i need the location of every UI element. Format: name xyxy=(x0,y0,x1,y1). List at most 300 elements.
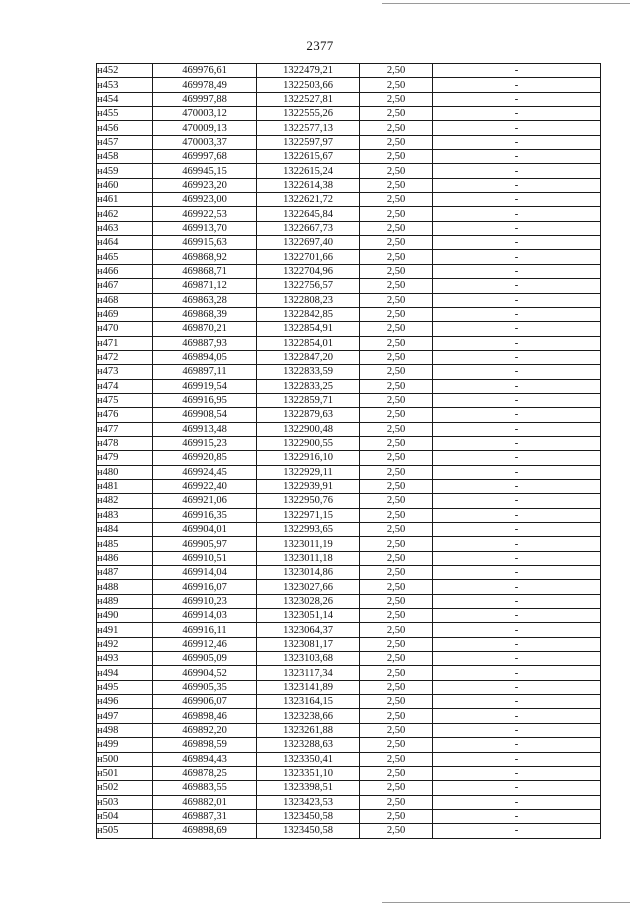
table-row xyxy=(97,365,601,379)
x-coordinate-cell: 469922,40 xyxy=(153,479,257,493)
accuracy-cell: 2,50 xyxy=(360,738,433,752)
table-row xyxy=(97,479,601,493)
point-id-cell: н498 xyxy=(97,723,153,737)
accuracy-cell: 2,50 xyxy=(360,322,433,336)
point-id-cell: н501 xyxy=(97,766,153,780)
point-id-cell: н463 xyxy=(97,221,153,235)
accuracy-cell: 2,50 xyxy=(360,609,433,623)
point-id-cell: н475 xyxy=(97,393,153,407)
point-id-cell: н455 xyxy=(97,107,153,121)
table-row xyxy=(97,709,601,723)
y-coordinate-cell: 1322527,81 xyxy=(257,92,360,106)
note-cell: - xyxy=(433,422,601,436)
y-coordinate-cell: 1323288,63 xyxy=(257,738,360,752)
note-cell: - xyxy=(433,695,601,709)
table-row xyxy=(97,107,601,121)
x-coordinate-cell: 469868,92 xyxy=(153,250,257,264)
accuracy-cell: 2,50 xyxy=(360,666,433,680)
accuracy-cell: 2,50 xyxy=(360,795,433,809)
accuracy-cell: 2,50 xyxy=(360,264,433,278)
accuracy-cell: 2,50 xyxy=(360,236,433,250)
point-id-cell: н487 xyxy=(97,566,153,580)
point-id-cell: н486 xyxy=(97,551,153,565)
accuracy-cell: 2,50 xyxy=(360,408,433,422)
y-coordinate-cell: 1323141,89 xyxy=(257,680,360,694)
point-id-cell: н461 xyxy=(97,193,153,207)
y-coordinate-cell: 1323450,58 xyxy=(257,809,360,823)
table-row xyxy=(97,824,601,838)
table-row xyxy=(97,408,601,422)
x-coordinate-cell: 469914,03 xyxy=(153,609,257,623)
x-coordinate-cell: 469910,51 xyxy=(153,551,257,565)
table-row xyxy=(97,666,601,680)
accuracy-cell: 2,50 xyxy=(360,709,433,723)
y-coordinate-cell: 1323164,15 xyxy=(257,695,360,709)
point-id-cell: н470 xyxy=(97,322,153,336)
y-coordinate-cell: 1322833,59 xyxy=(257,365,360,379)
note-cell: - xyxy=(433,551,601,565)
note-cell: - xyxy=(433,451,601,465)
y-coordinate-cell: 1323027,66 xyxy=(257,580,360,594)
accuracy-cell: 2,50 xyxy=(360,178,433,192)
x-coordinate-cell: 469904,52 xyxy=(153,666,257,680)
table-row xyxy=(97,92,601,106)
x-coordinate-cell: 469892,20 xyxy=(153,723,257,737)
y-coordinate-cell: 1322615,24 xyxy=(257,164,360,178)
table-row xyxy=(97,350,601,364)
point-id-cell: н477 xyxy=(97,422,153,436)
note-cell: - xyxy=(433,279,601,293)
x-coordinate-cell: 469912,46 xyxy=(153,637,257,651)
point-id-cell: н467 xyxy=(97,279,153,293)
table-row xyxy=(97,566,601,580)
table-row xyxy=(97,766,601,780)
table-row xyxy=(97,695,601,709)
table-row xyxy=(97,508,601,522)
point-id-cell: н489 xyxy=(97,594,153,608)
table-row xyxy=(97,537,601,551)
y-coordinate-cell: 1322916,10 xyxy=(257,451,360,465)
accuracy-cell: 2,50 xyxy=(360,723,433,737)
table-row xyxy=(97,64,601,78)
note-cell: - xyxy=(433,652,601,666)
x-coordinate-cell: 469897,11 xyxy=(153,365,257,379)
x-coordinate-cell: 469863,28 xyxy=(153,293,257,307)
note-cell: - xyxy=(433,566,601,580)
y-coordinate-cell: 1322833,25 xyxy=(257,379,360,393)
point-id-cell: н492 xyxy=(97,637,153,651)
point-id-cell: н478 xyxy=(97,436,153,450)
coordinates-table-body xyxy=(97,64,601,839)
y-coordinate-cell: 1322842,85 xyxy=(257,307,360,321)
accuracy-cell: 2,50 xyxy=(360,580,433,594)
table-row xyxy=(97,795,601,809)
x-coordinate-cell: 469870,21 xyxy=(153,322,257,336)
x-coordinate-cell: 469882,01 xyxy=(153,795,257,809)
accuracy-cell: 2,50 xyxy=(360,637,433,651)
note-cell: - xyxy=(433,824,601,838)
y-coordinate-cell: 1323398,51 xyxy=(257,781,360,795)
x-coordinate-cell: 469924,45 xyxy=(153,465,257,479)
table-row xyxy=(97,422,601,436)
y-coordinate-cell: 1323064,37 xyxy=(257,623,360,637)
y-coordinate-cell: 1323351,10 xyxy=(257,766,360,780)
accuracy-cell: 2,50 xyxy=(360,379,433,393)
y-coordinate-cell: 1323011,19 xyxy=(257,537,360,551)
accuracy-cell: 2,50 xyxy=(360,250,433,264)
table-row xyxy=(97,236,601,250)
point-id-cell: н464 xyxy=(97,236,153,250)
table-row xyxy=(97,680,601,694)
accuracy-cell: 2,50 xyxy=(360,422,433,436)
accuracy-cell: 2,50 xyxy=(360,135,433,149)
point-id-cell: н474 xyxy=(97,379,153,393)
x-coordinate-cell: 469919,54 xyxy=(153,379,257,393)
x-coordinate-cell: 470003,12 xyxy=(153,107,257,121)
note-cell: - xyxy=(433,207,601,221)
x-coordinate-cell: 469945,15 xyxy=(153,164,257,178)
table-row xyxy=(97,451,601,465)
point-id-cell: н453 xyxy=(97,78,153,92)
accuracy-cell: 2,50 xyxy=(360,551,433,565)
table-row xyxy=(97,580,601,594)
point-id-cell: н504 xyxy=(97,809,153,823)
accuracy-cell: 2,50 xyxy=(360,594,433,608)
table-row xyxy=(97,264,601,278)
point-id-cell: н458 xyxy=(97,150,153,164)
x-coordinate-cell: 469898,69 xyxy=(153,824,257,838)
note-cell: - xyxy=(433,379,601,393)
point-id-cell: н494 xyxy=(97,666,153,680)
point-id-cell: н471 xyxy=(97,336,153,350)
y-coordinate-cell: 1323011,18 xyxy=(257,551,360,565)
y-coordinate-cell: 1322614,38 xyxy=(257,178,360,192)
y-coordinate-cell: 1322479,21 xyxy=(257,64,360,78)
accuracy-cell: 2,50 xyxy=(360,150,433,164)
point-id-cell: н490 xyxy=(97,609,153,623)
y-coordinate-cell: 1322859,71 xyxy=(257,393,360,407)
y-coordinate-cell: 1322615,67 xyxy=(257,150,360,164)
note-cell: - xyxy=(433,494,601,508)
point-id-cell: н499 xyxy=(97,738,153,752)
point-id-cell: н466 xyxy=(97,264,153,278)
point-id-cell: н473 xyxy=(97,365,153,379)
note-cell: - xyxy=(433,723,601,737)
point-id-cell: н459 xyxy=(97,164,153,178)
table-row xyxy=(97,178,601,192)
table-row xyxy=(97,637,601,651)
x-coordinate-cell: 469915,23 xyxy=(153,436,257,450)
y-coordinate-cell: 1322621,72 xyxy=(257,193,360,207)
note-cell: - xyxy=(433,322,601,336)
table-row xyxy=(97,523,601,537)
note-cell: - xyxy=(433,178,601,192)
x-coordinate-cell: 469887,31 xyxy=(153,809,257,823)
table-row xyxy=(97,135,601,149)
point-id-cell: н462 xyxy=(97,207,153,221)
note-cell: - xyxy=(433,293,601,307)
y-coordinate-cell: 1322597,97 xyxy=(257,135,360,149)
point-id-cell: н493 xyxy=(97,652,153,666)
x-coordinate-cell: 469894,43 xyxy=(153,752,257,766)
accuracy-cell: 2,50 xyxy=(360,623,433,637)
accuracy-cell: 2,50 xyxy=(360,465,433,479)
accuracy-cell: 2,50 xyxy=(360,523,433,537)
note-cell: - xyxy=(433,64,601,78)
page-number: 2377 xyxy=(306,38,334,53)
point-id-cell: н484 xyxy=(97,523,153,537)
top-divider xyxy=(382,3,630,4)
x-coordinate-cell: 469978,49 xyxy=(153,78,257,92)
note-cell: - xyxy=(433,107,601,121)
table-row xyxy=(97,494,601,508)
point-id-cell: н481 xyxy=(97,479,153,493)
note-cell: - xyxy=(433,809,601,823)
point-id-cell: н472 xyxy=(97,350,153,364)
table-row xyxy=(97,307,601,321)
point-id-cell: н465 xyxy=(97,250,153,264)
note-cell: - xyxy=(433,250,601,264)
x-coordinate-cell: 469883,55 xyxy=(153,781,257,795)
y-coordinate-cell: 1322808,23 xyxy=(257,293,360,307)
table-row xyxy=(97,436,601,450)
x-coordinate-cell: 469906,07 xyxy=(153,695,257,709)
point-id-cell: н452 xyxy=(97,64,153,78)
table-row xyxy=(97,150,601,164)
note-cell: - xyxy=(433,523,601,537)
point-id-cell: н496 xyxy=(97,695,153,709)
y-coordinate-cell: 1322971,15 xyxy=(257,508,360,522)
y-coordinate-cell: 1322847,20 xyxy=(257,350,360,364)
x-coordinate-cell: 469905,35 xyxy=(153,680,257,694)
y-coordinate-cell: 1323117,34 xyxy=(257,666,360,680)
note-cell: - xyxy=(433,609,601,623)
table-row xyxy=(97,551,601,565)
point-id-cell: н497 xyxy=(97,709,153,723)
point-id-cell: н485 xyxy=(97,537,153,551)
y-coordinate-cell: 1322667,73 xyxy=(257,221,360,235)
x-coordinate-cell: 469868,39 xyxy=(153,307,257,321)
table-row xyxy=(97,609,601,623)
point-id-cell: н482 xyxy=(97,494,153,508)
table-row xyxy=(97,393,601,407)
table-row xyxy=(97,279,601,293)
y-coordinate-cell: 1322577,13 xyxy=(257,121,360,135)
note-cell: - xyxy=(433,637,601,651)
x-coordinate-cell: 469923,20 xyxy=(153,178,257,192)
y-coordinate-cell: 1323028,26 xyxy=(257,594,360,608)
table-row xyxy=(97,207,601,221)
x-coordinate-cell: 469997,88 xyxy=(153,92,257,106)
note-cell: - xyxy=(433,709,601,723)
accuracy-cell: 2,50 xyxy=(360,451,433,465)
x-coordinate-cell: 469913,70 xyxy=(153,221,257,235)
note-cell: - xyxy=(433,121,601,135)
x-coordinate-cell: 469898,59 xyxy=(153,738,257,752)
note-cell: - xyxy=(433,752,601,766)
y-coordinate-cell: 1322879,63 xyxy=(257,408,360,422)
y-coordinate-cell: 1322939,91 xyxy=(257,479,360,493)
accuracy-cell: 2,50 xyxy=(360,107,433,121)
y-coordinate-cell: 1323450,58 xyxy=(257,824,360,838)
point-id-cell: н483 xyxy=(97,508,153,522)
y-coordinate-cell: 1322900,48 xyxy=(257,422,360,436)
y-coordinate-cell: 1322645,84 xyxy=(257,207,360,221)
x-coordinate-cell: 469910,23 xyxy=(153,594,257,608)
point-id-cell: н476 xyxy=(97,408,153,422)
table-row xyxy=(97,193,601,207)
x-coordinate-cell: 469914,04 xyxy=(153,566,257,580)
y-coordinate-cell: 1322854,01 xyxy=(257,336,360,350)
y-coordinate-cell: 1323051,14 xyxy=(257,609,360,623)
accuracy-cell: 2,50 xyxy=(360,193,433,207)
y-coordinate-cell: 1323103,68 xyxy=(257,652,360,666)
table-row xyxy=(97,322,601,336)
x-coordinate-cell: 469915,63 xyxy=(153,236,257,250)
point-id-cell: н488 xyxy=(97,580,153,594)
table-row xyxy=(97,221,601,235)
y-coordinate-cell: 1323261,88 xyxy=(257,723,360,737)
point-id-cell: н460 xyxy=(97,178,153,192)
bottom-divider xyxy=(382,902,630,903)
table-row xyxy=(97,121,601,135)
table-row xyxy=(97,293,601,307)
y-coordinate-cell: 1322929,11 xyxy=(257,465,360,479)
x-coordinate-cell: 469904,01 xyxy=(153,523,257,537)
point-id-cell: н502 xyxy=(97,781,153,795)
accuracy-cell: 2,50 xyxy=(360,537,433,551)
table-row xyxy=(97,379,601,393)
x-coordinate-cell: 469976,61 xyxy=(153,64,257,78)
point-id-cell: н479 xyxy=(97,451,153,465)
x-coordinate-cell: 469878,25 xyxy=(153,766,257,780)
x-coordinate-cell: 469923,00 xyxy=(153,193,257,207)
point-id-cell: н454 xyxy=(97,92,153,106)
x-coordinate-cell: 469916,07 xyxy=(153,580,257,594)
x-coordinate-cell: 469997,68 xyxy=(153,150,257,164)
x-coordinate-cell: 469898,46 xyxy=(153,709,257,723)
accuracy-cell: 2,50 xyxy=(360,752,433,766)
note-cell: - xyxy=(433,236,601,250)
note-cell: - xyxy=(433,623,601,637)
note-cell: - xyxy=(433,193,601,207)
note-cell: - xyxy=(433,781,601,795)
point-id-cell: н500 xyxy=(97,752,153,766)
x-coordinate-cell: 469905,09 xyxy=(153,652,257,666)
accuracy-cell: 2,50 xyxy=(360,680,433,694)
x-coordinate-cell: 469920,85 xyxy=(153,451,257,465)
y-coordinate-cell: 1323423,53 xyxy=(257,795,360,809)
accuracy-cell: 2,50 xyxy=(360,336,433,350)
note-cell: - xyxy=(433,408,601,422)
y-coordinate-cell: 1322993,65 xyxy=(257,523,360,537)
x-coordinate-cell: 469868,71 xyxy=(153,264,257,278)
accuracy-cell: 2,50 xyxy=(360,92,433,106)
table-row xyxy=(97,738,601,752)
point-id-cell: н505 xyxy=(97,824,153,838)
accuracy-cell: 2,50 xyxy=(360,824,433,838)
table-row xyxy=(97,78,601,92)
note-cell: - xyxy=(433,350,601,364)
accuracy-cell: 2,50 xyxy=(360,809,433,823)
note-cell: - xyxy=(433,393,601,407)
note-cell: - xyxy=(433,580,601,594)
accuracy-cell: 2,50 xyxy=(360,652,433,666)
y-coordinate-cell: 1322503,66 xyxy=(257,78,360,92)
table-row xyxy=(97,336,601,350)
note-cell: - xyxy=(433,680,601,694)
y-coordinate-cell: 1322701,66 xyxy=(257,250,360,264)
table-row xyxy=(97,623,601,637)
point-id-cell: н469 xyxy=(97,307,153,321)
x-coordinate-cell: 469922,53 xyxy=(153,207,257,221)
note-cell: - xyxy=(433,307,601,321)
note-cell: - xyxy=(433,738,601,752)
y-coordinate-cell: 1323350,41 xyxy=(257,752,360,766)
accuracy-cell: 2,50 xyxy=(360,566,433,580)
table-row xyxy=(97,652,601,666)
note-cell: - xyxy=(433,164,601,178)
y-coordinate-cell: 1322900,55 xyxy=(257,436,360,450)
x-coordinate-cell: 469921,06 xyxy=(153,494,257,508)
point-id-cell: н495 xyxy=(97,680,153,694)
y-coordinate-cell: 1323014,86 xyxy=(257,566,360,580)
y-coordinate-cell: 1322555,26 xyxy=(257,107,360,121)
point-id-cell: н503 xyxy=(97,795,153,809)
accuracy-cell: 2,50 xyxy=(360,279,433,293)
y-coordinate-cell: 1322756,57 xyxy=(257,279,360,293)
x-coordinate-cell: 469871,12 xyxy=(153,279,257,293)
note-cell: - xyxy=(433,594,601,608)
y-coordinate-cell: 1322697,40 xyxy=(257,236,360,250)
y-coordinate-cell: 1323081,17 xyxy=(257,637,360,651)
accuracy-cell: 2,50 xyxy=(360,393,433,407)
note-cell: - xyxy=(433,465,601,479)
x-coordinate-cell: 469916,35 xyxy=(153,508,257,522)
accuracy-cell: 2,50 xyxy=(360,781,433,795)
accuracy-cell: 2,50 xyxy=(360,64,433,78)
note-cell: - xyxy=(433,537,601,551)
x-coordinate-cell: 469916,95 xyxy=(153,393,257,407)
x-coordinate-cell: 469908,54 xyxy=(153,408,257,422)
point-id-cell: н456 xyxy=(97,121,153,135)
point-id-cell: н457 xyxy=(97,135,153,149)
y-coordinate-cell: 1323238,66 xyxy=(257,709,360,723)
coordinates-table xyxy=(96,63,601,839)
accuracy-cell: 2,50 xyxy=(360,221,433,235)
note-cell: - xyxy=(433,766,601,780)
y-coordinate-cell: 1322854,91 xyxy=(257,322,360,336)
note-cell: - xyxy=(433,92,601,106)
table-row xyxy=(97,752,601,766)
x-coordinate-cell: 470009,13 xyxy=(153,121,257,135)
accuracy-cell: 2,50 xyxy=(360,766,433,780)
note-cell: - xyxy=(433,336,601,350)
x-coordinate-cell: 469916,11 xyxy=(153,623,257,637)
table-row xyxy=(97,809,601,823)
accuracy-cell: 2,50 xyxy=(360,350,433,364)
accuracy-cell: 2,50 xyxy=(360,164,433,178)
table-row xyxy=(97,465,601,479)
note-cell: - xyxy=(433,78,601,92)
accuracy-cell: 2,50 xyxy=(360,121,433,135)
x-coordinate-cell: 469905,97 xyxy=(153,537,257,551)
accuracy-cell: 2,50 xyxy=(360,695,433,709)
table-row xyxy=(97,164,601,178)
table-row xyxy=(97,781,601,795)
x-coordinate-cell: 469894,05 xyxy=(153,350,257,364)
table-row xyxy=(97,594,601,608)
